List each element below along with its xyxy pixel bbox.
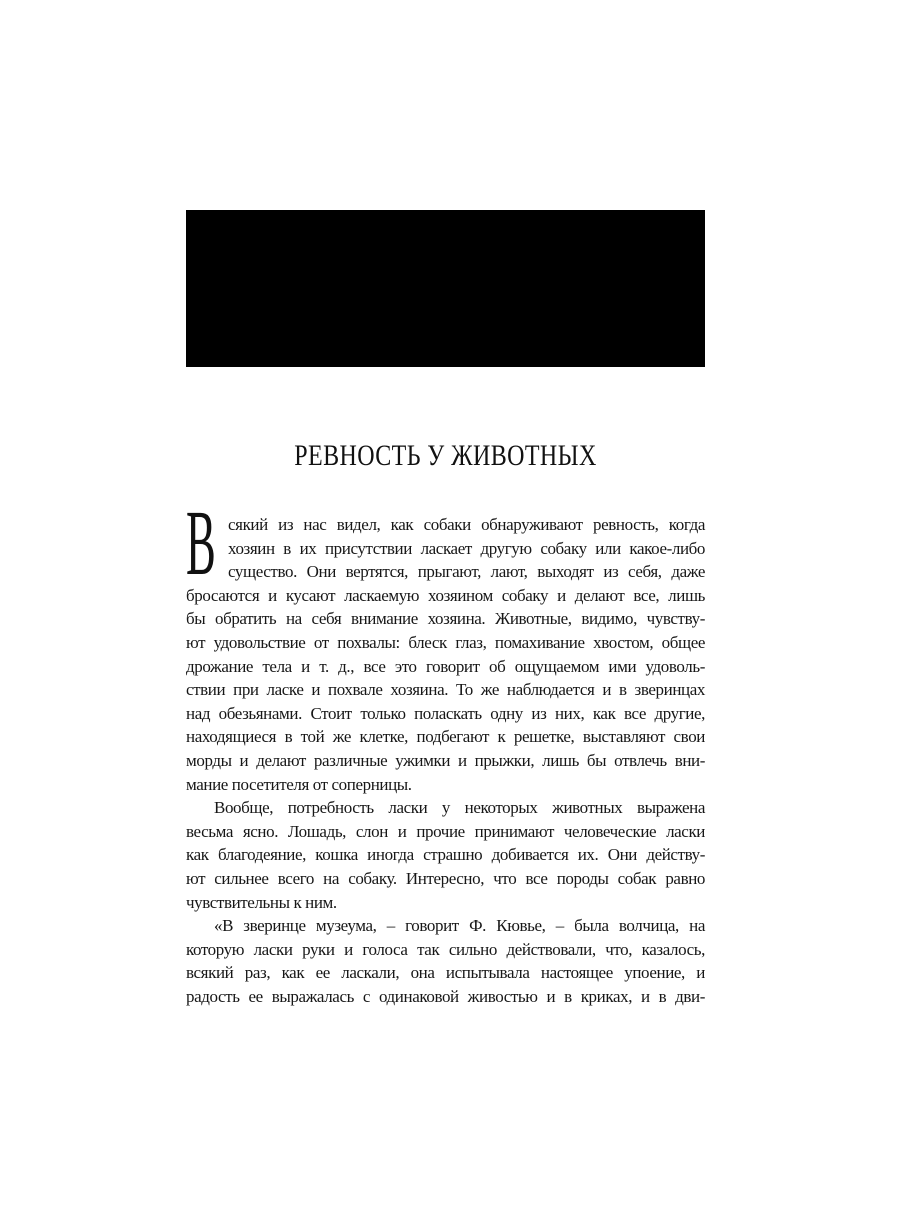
body-line: морды и делают различные ужимки и прыжки, лишь бы отвлечь вни- [186,750,705,770]
body-line: радость ее выражалась с одинаковой живостью и в криках, и в дви- [186,986,705,1006]
body-line: над обезьянами. Стоит только поласкать одну из них, как все другие, [186,703,705,723]
body-line: дрожание тела и т. д., все это говорит об ощущаемом ими удоволь- [186,656,705,676]
body-line: как благодеяние, кошка иногда страшно добивается их. Они действу- [186,845,705,865]
page-content [186,0,705,1008]
body-line: Вообще, потребность ласки у некоторых животных выражена [214,798,705,818]
post [670,214,677,363]
body-line: всякий раз, как ее ласкали, она испытывала настоящее упоение, и [186,963,705,983]
forest-wildlife-illustration [186,210,705,367]
post [212,214,219,363]
body-line: «В зверинце музеума, – говорит Ф. Кювье, – была волчица, на [214,916,705,936]
body-line: бросаются и кусают ласкаемую хозяином собаку и делают все, лишь [186,585,705,605]
body-line: существо. Они вертятся, прыгают, лают, выходят из себя, даже [228,562,705,582]
body-line: чувствительны к ним. [186,892,337,912]
rail-divider [190,316,701,325]
body-line: бы обратить на себя внимание хозяина. Животные, видимо, чувству- [186,609,705,629]
chapter-title: РЕВНОСТЬ У ЖИВОТНЫХ [294,439,597,472]
body-line: находящиеся в той же клетке, подбегают к решетке, выставляют свои [186,727,705,747]
paragraph-lines [186,513,705,1008]
body-line: ствии при ласке и похвале хозяина. То же наблюдается и в зверинцах [186,680,705,700]
body-line: хозяин в их присутствии ласкает другую собаку или какое-либо [228,538,705,558]
body-line: весьма ясно. Лошадь, слон и прочие принимают человеческие ласки [186,821,705,841]
body-line: сякий из нас видел, как собаки обнаруживают ревность, когда [228,515,705,534]
body-line: ют сильнее всего на собаку. Интересно, что все породы собак равно [186,868,705,888]
body-line: мание посетителя от соперницы. [186,774,412,794]
post [524,214,531,363]
body-text [186,492,705,1008]
post [322,214,329,363]
drop-cap: В [186,492,216,595]
body-line: которую ласки руки и голоса так сильно действовали, что, казалось, [186,939,705,959]
body-line: ют удовольствие от похвалы: блеск глаз, помахивание хвостом, общее [186,632,705,652]
